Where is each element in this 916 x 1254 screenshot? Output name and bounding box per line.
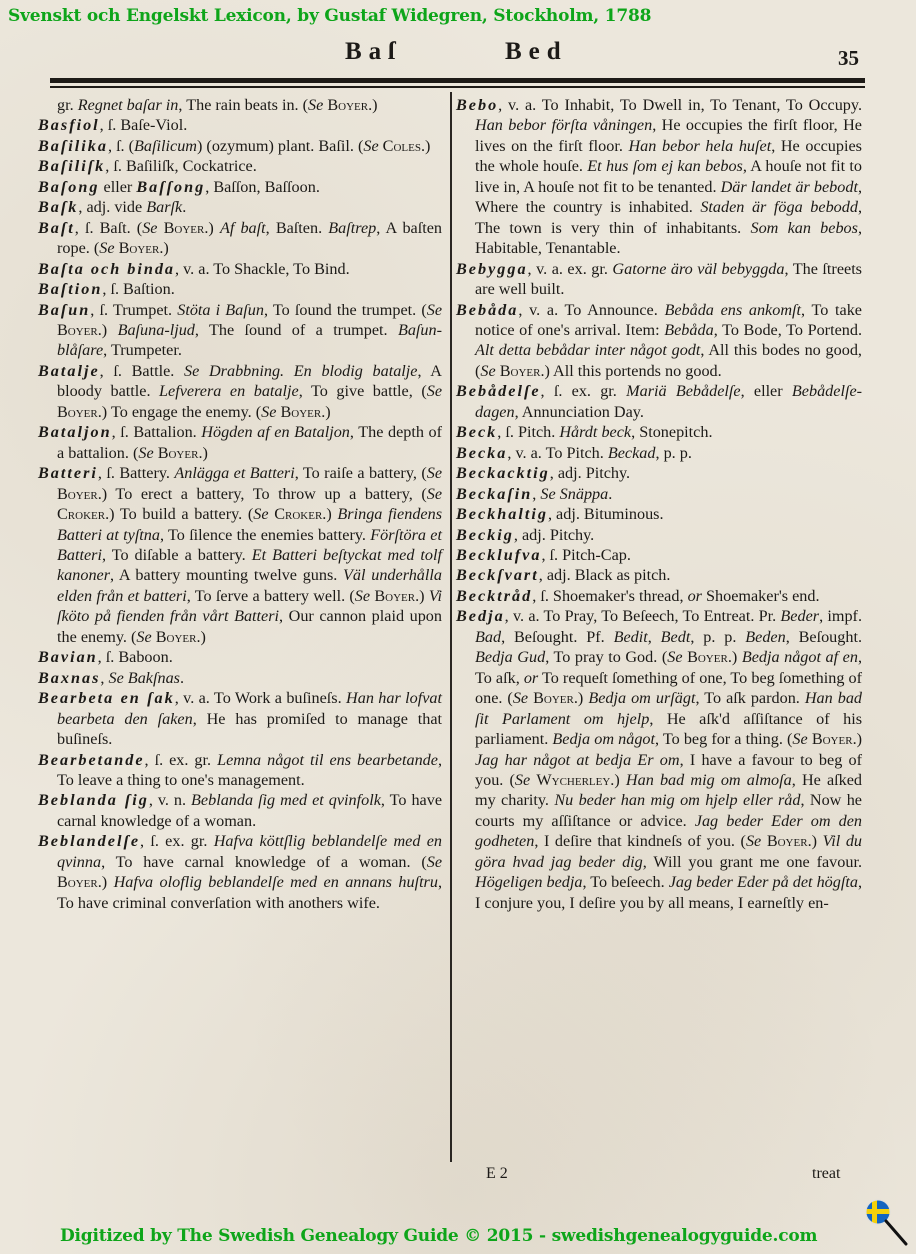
swedish-phrase: Se <box>354 586 371 605</box>
swedish-phrase: Et hus ſom ej kan bebos <box>587 157 743 176</box>
swedish-phrase: Se <box>426 464 443 483</box>
swedish-phrase: Bad <box>475 627 502 646</box>
entry-text: . <box>608 484 613 503</box>
dictionary-entry <box>38 197 442 217</box>
headword: Bebådelſe <box>456 382 541 401</box>
dictionary-entry <box>38 259 442 279</box>
headword: Baſta och binda <box>38 259 176 278</box>
entry-text: , To diſable a battery. <box>101 545 252 564</box>
entry-text: .) <box>196 627 206 646</box>
dictionary-entry <box>38 156 442 176</box>
header-rule-thin <box>50 86 865 88</box>
swedish-phrase: Se <box>426 484 442 503</box>
entry-text: , v. a. To Work a buſineſs. <box>174 689 347 708</box>
swedish-phrase: Barſk <box>146 198 183 217</box>
headword: Bebo <box>456 96 499 114</box>
swedish-phrase: Et Batteri beſtyckat med tolf kanoner <box>57 545 442 585</box>
entry-text: , He aſk'd aſſiſtance of his parliament. <box>475 709 863 749</box>
entry-text: , ſ. Pitch-Cap. <box>541 545 631 564</box>
entry-text: , ſ. Baboon. <box>97 648 173 667</box>
entry-text: .) All this portends no good. <box>540 361 722 380</box>
swedish-phrase: Se <box>426 852 442 871</box>
entry-text: , To beg for a thing. ( <box>655 730 793 749</box>
author-citation: Boyer <box>57 873 98 892</box>
entry-text: , Our cannon plaid upon the enemy. ( <box>57 607 442 646</box>
entry-text: , A bloody battle. <box>57 361 442 401</box>
headword: Beblandelſe <box>38 832 141 851</box>
author-citation: Wycherley <box>536 770 611 789</box>
author-citation: Boyer <box>327 96 369 114</box>
entry-text: , I conjure you, I deſire you by all means, I earneſtly en- <box>475 873 863 912</box>
author-citation: Boyer <box>766 832 808 851</box>
swedish-phrase: Beckad <box>607 443 656 462</box>
swedish-phrase: or <box>687 586 702 605</box>
swedish-phrase: Se <box>745 832 762 851</box>
swedish-phrase: Där landet är bebodt <box>720 177 858 196</box>
entry-text: .) To engage the enemy. ( <box>97 402 262 421</box>
entry-text: , eller <box>740 382 792 401</box>
author-citation: Coles <box>382 136 421 155</box>
entry-text: .) <box>198 443 208 462</box>
entry-text: , v. a. ex. gr. <box>527 259 613 278</box>
swedish-phrase: Vil du göra hvad jag beder dig <box>475 832 863 871</box>
headword: Beckhaltig <box>456 505 548 524</box>
entry-text: , Annunciation Day. <box>514 402 644 421</box>
entry-text: . <box>179 668 185 687</box>
swedish-phrase: Hafva köttſlig beblandelſe med en qvinna <box>57 832 442 871</box>
dictionary-entry-continued <box>38 95 442 115</box>
swedish-phrase: Gatorne äro väl bebyggda <box>612 259 785 278</box>
catchword: treat <box>812 1165 841 1182</box>
entry-text: , Trumpeter. <box>103 341 182 360</box>
entry-text: , He has promiſed to manage that buſineſs. <box>57 709 443 749</box>
entry-text: , ſ. Baſiliſk, Cockatrice. <box>105 157 257 176</box>
entry-text: , adj. Pitchy. <box>549 464 631 483</box>
page-number: 35 <box>838 46 859 70</box>
entry-text: , The ſtreets are well built. <box>475 259 862 299</box>
entry-text: , Where the country is inhabited. <box>475 177 862 217</box>
headword: Baſilika <box>38 136 108 155</box>
dictionary-entry <box>456 381 862 422</box>
entry-text: , To give battle, ( <box>298 382 427 401</box>
entry-text: , v. a. To Pray, To Beſeech, To Entreat. Pr. <box>504 607 781 626</box>
entry-text: , ſ. Baſtion. <box>102 280 175 299</box>
entry-text: , Now he courts my aſſiſtance or advice. <box>475 791 862 830</box>
swedish-phrase: Bedt <box>660 627 691 646</box>
column-divider <box>450 92 452 1162</box>
entry-text: , Stonepitch. <box>631 423 713 442</box>
swedish-phrase: Se <box>138 443 154 462</box>
entry-text: , The depth of a battalion. ( <box>57 423 443 462</box>
swedish-phrase: Han har lofvat bearbeta den ſaken <box>57 689 442 728</box>
entry-text: , I deſire that kindneſs of you. ( <box>534 832 746 851</box>
entry-text: , ſ. Baſt. ( <box>74 218 143 237</box>
swedish-phrase: Bebådelſe-dagen <box>475 382 863 421</box>
dictionary-entry <box>38 136 442 156</box>
entry-text: ) (ozymum) plant. Baſil. ( <box>197 136 364 155</box>
headword: Bearbeta en ſak <box>38 689 175 708</box>
entry-text: , ſ. ex. gr. <box>540 382 627 401</box>
dictionary-entry <box>456 484 862 504</box>
entry-text: , A battery mounting twelve guns. <box>110 566 344 585</box>
entry-text: , adj. Bituminous. <box>547 505 664 524</box>
digitization-footer: Digitized by The Swedish Genealogy Guide © 2015 - swedishgenealogyguide.com <box>60 1226 818 1246</box>
headword: Beckſvart <box>456 566 539 585</box>
entry-text: , ſ. ex. gr. <box>140 832 214 851</box>
entry-text: , To take notice of one's arrival. Item: <box>475 300 862 339</box>
swedish-phrase: Se <box>426 382 443 401</box>
author-citation: Boyer <box>499 361 541 380</box>
entry-text: .) To build a battery. ( <box>105 505 254 524</box>
entry-text: , adj. Pitchy. <box>513 525 595 544</box>
entry-text: , The rain beats in. ( <box>178 96 309 114</box>
entry-text: , v. a. To Inhabit, To Dwell in, To Tenant, To Occupy. <box>498 96 862 114</box>
entry-text: , To have carnal knowledge of a woman. <box>57 791 443 830</box>
swedish-phrase: Alt detta bebådar inter något godt <box>475 341 701 360</box>
dictionary-entry <box>456 463 862 483</box>
dictionary-entry <box>456 443 862 463</box>
swedish-phrase: Se <box>512 689 529 708</box>
swedish-phrase: Han bad ſit Parlament om hjelp <box>475 689 863 728</box>
swedish-phrase: Baſun-blåſare <box>57 320 443 360</box>
swedish-phrase: Baſtrep <box>328 218 377 237</box>
entry-text: , ſ. Battalion. <box>111 423 202 442</box>
dictionary-entry <box>456 300 862 382</box>
swedish-phrase: Staden är föga bebodd <box>700 198 858 217</box>
entry-text: .) <box>321 402 331 421</box>
author-citation: Boyer <box>118 239 160 258</box>
entry-text: , p. p. <box>690 627 746 646</box>
entry-text: , To have carnal knowledge of a woman. ( <box>101 852 427 871</box>
entry-text: , ſ. Battery. <box>97 464 175 483</box>
swedish-phrase: Se <box>363 136 379 155</box>
entry-text: gr. <box>57 96 78 114</box>
headword: Bavian <box>38 648 98 667</box>
swedish-phrase: Bedja Gud <box>475 648 546 667</box>
headword: Beblanda ſig <box>38 791 149 810</box>
entry-text: , Habitable, Tenantable. <box>475 218 862 258</box>
author-citation: Boyer <box>157 443 199 462</box>
author-citation: Croker <box>274 505 323 524</box>
entry-text: , <box>100 668 109 687</box>
entry-text: , Baſſon, Baſſoon. <box>205 177 320 196</box>
swedish-phrase: Nu beder han mig om hjelp eller råd <box>554 791 801 810</box>
swedish-phrase: Bedja om urſägt <box>588 689 696 708</box>
swedish-phrase: Regnet baſar in <box>77 96 179 114</box>
entry-text: .) <box>420 136 431 155</box>
dictionary-entry <box>38 750 442 791</box>
entry-text: .) <box>852 730 862 749</box>
running-head-left: Baſ <box>345 38 403 65</box>
swedish-phrase: Beder <box>780 607 820 626</box>
entry-text: , To ſilence the enemies battery. <box>160 525 371 544</box>
entry-text: , To leave a thing to one's management. <box>57 750 442 789</box>
headword: Baxnas <box>38 668 101 687</box>
entry-text: , v. a. To Announce. <box>518 300 665 319</box>
headword: Baſk <box>38 198 79 217</box>
left-column <box>38 95 442 913</box>
signature-mark: E 2 <box>486 1165 508 1182</box>
dictionary-entry <box>456 586 862 606</box>
swedish-phrase: Beden <box>745 627 786 646</box>
entry-text: , I have a favour to beg of you. ( <box>475 750 862 789</box>
entry-text: , v. a. To Shackle, To Bind. <box>175 259 350 278</box>
headword: Batteri <box>38 464 98 483</box>
magnifier-swedish-flag-icon <box>862 1196 914 1248</box>
entry-text: , To aſk, <box>475 648 863 687</box>
author-citation: Boyer <box>280 402 322 421</box>
dictionary-entry <box>456 95 862 259</box>
running-head-right: Bed <box>505 38 568 65</box>
entry-text: , Will you grant me one favour. <box>642 852 862 871</box>
dictionary-entry <box>38 300 442 361</box>
swedish-phrase: Han bebor hela huſet <box>628 136 772 155</box>
swedish-phrase: Mariä Bebådelſe <box>626 382 741 401</box>
headword: Baſtion <box>38 280 103 299</box>
dictionary-entry <box>456 545 862 565</box>
entry-text: , adj. Black as pitch. <box>538 566 671 585</box>
swedish-phrase: Se <box>426 300 442 319</box>
entry-text: , ſ. ex. gr. <box>144 750 218 769</box>
headword: Baſun <box>38 300 91 319</box>
swedish-phrase: Bringa fiendens Batteri at tyſtna <box>57 505 443 544</box>
dictionary-entry <box>38 422 442 463</box>
entry-text: .) <box>368 96 378 114</box>
swedish-phrase: Som kan bebos <box>750 218 858 237</box>
entry-text: , He occupies the whole houſe. <box>475 136 862 176</box>
entry-text: , ſ. Pitch. <box>497 423 560 442</box>
headword: Beckacktig <box>456 464 550 483</box>
entry-text: , ſ. Battle. <box>99 361 185 380</box>
entry-text: , To raiſe a battery, ( <box>294 464 427 483</box>
dictionary-entry <box>456 504 862 524</box>
swedish-phrase: Se Bakſnas <box>108 668 180 687</box>
header-rule-thick <box>50 78 865 83</box>
entry-text: , p. p. <box>655 443 692 462</box>
entry-text: , To have criminal converſation with anothers wife. <box>57 873 443 912</box>
author-citation: Boyer <box>687 648 728 667</box>
headword: Bearbetande <box>38 750 145 769</box>
entry-text: , v. n. <box>148 791 192 810</box>
entry-text: .) <box>204 218 220 237</box>
headword: Beckaſin <box>456 484 533 503</box>
author-citation: Boyer <box>533 689 574 708</box>
running-head <box>0 38 916 72</box>
entry-text: , To pray to God. ( <box>545 648 668 667</box>
headword: Basfiol <box>38 116 100 135</box>
headword: Batalje <box>38 361 100 380</box>
entry-text: , ſ. Trumpet. <box>90 300 178 319</box>
entry-text: , A baſten rope. ( <box>57 218 442 258</box>
swedish-phrase: Högden af en Bataljon <box>201 423 350 442</box>
author-citation: Boyer <box>57 320 98 339</box>
swedish-phrase: Lemna något til ens bearbetande <box>217 750 438 769</box>
entry-text: , He occupies the firſt floor, He lives on the firſt floor. <box>475 116 862 155</box>
entry-text: , ſ. Baſe-Viol. <box>99 116 188 135</box>
swedish-phrase: Se Drabbning. En blodig batalje <box>184 361 418 380</box>
dictionary-entry <box>38 177 442 197</box>
swedish-phrase: Stöta i Baſun <box>177 300 264 319</box>
swedish-phrase: Högeligen bedja <box>475 873 583 892</box>
entry-text: , v. a. To Pitch. <box>507 443 608 462</box>
swedish-phrase: Väl underhålla elden från et batteri <box>57 566 442 605</box>
entry-text: .) <box>415 586 429 605</box>
swedish-phrase: Han bad mig om almoſa <box>625 770 792 789</box>
entry-text: To requeſt ſomething of one, To beg ſomething of one. ( <box>475 668 862 708</box>
swedish-phrase: Vi ſköto på fienden från vårt Batteri <box>57 586 443 626</box>
headword: Becka <box>456 443 508 462</box>
headword: Bebygga <box>456 259 528 278</box>
dictionary-entry <box>38 790 442 831</box>
dictionary-entry <box>38 361 442 422</box>
swedish-phrase: Se Snäppa <box>540 484 609 503</box>
headword: Baſong <box>38 177 100 196</box>
entry-text: , ſ. ( <box>107 136 135 155</box>
dictionary-entry <box>456 422 862 442</box>
entry-text: . <box>182 198 187 217</box>
entry-text: , Baſten. <box>265 218 329 237</box>
swedish-phrase: Bedja om något <box>552 730 656 749</box>
swedish-phrase: Se <box>308 96 324 114</box>
swedish-phrase: Jag beder Eder om den godheten <box>475 811 862 851</box>
headword: Bedja <box>456 607 505 626</box>
swedish-phrase: Bebåda <box>664 320 714 339</box>
entry-text: , To beſeech. <box>582 873 669 892</box>
headword: Beckig <box>456 525 514 544</box>
entry-text: .) <box>97 320 118 339</box>
entry-text: , The town is very thin of inhabitants. <box>475 198 862 237</box>
entry-text: Shoemaker's end. <box>701 586 820 605</box>
dictionary-entry <box>38 115 442 135</box>
entry-text: , To aſk pardon. <box>695 689 805 708</box>
entry-text: .) <box>727 648 742 667</box>
author-citation: Boyer <box>374 586 416 605</box>
entry-text: , adj. vide <box>78 198 147 217</box>
entry-text: , To Bode, To Portend. <box>713 320 862 339</box>
swedish-phrase: Se <box>253 505 269 524</box>
swedish-phrase: Bebåda ens ankomſt <box>664 300 802 319</box>
entry-text: , ſ. Shoemaker's thread, <box>532 586 688 605</box>
swedish-phrase: Bedja något af en <box>741 648 858 667</box>
dictionary-entry <box>38 463 442 647</box>
author-citation: Boyer <box>163 218 205 237</box>
dictionary-entry <box>456 259 862 300</box>
swedish-phrase: Baſilicum <box>134 136 197 155</box>
swedish-phrase: Hårdt beck <box>559 423 632 442</box>
author-citation: Croker <box>57 505 106 524</box>
swedish-phrase: Bedit <box>613 627 648 646</box>
entry-text: .) <box>322 505 338 524</box>
headword: Baſiliſk <box>38 157 106 176</box>
headword: Bataljon <box>38 423 112 442</box>
author-citation: Boyer <box>57 484 98 503</box>
swedish-phrase: Se <box>480 361 496 380</box>
entry-text: , Beſought. <box>785 627 863 646</box>
swedish-phrase: Se <box>142 218 158 237</box>
headword: Becklufva <box>456 545 542 564</box>
headword: Beck <box>456 423 498 442</box>
swedish-phrase: Anlägga et Batteri <box>174 464 295 483</box>
entry-text: , A houſe not fit to live in, A houſe not fit to be tenanted. <box>475 157 862 196</box>
right-column <box>456 95 862 913</box>
entry-text: , He aſked my charity. <box>475 770 863 810</box>
swedish-phrase: Se <box>261 402 277 421</box>
entry-text: , <box>532 484 541 503</box>
dictionary-entry <box>38 647 442 667</box>
dictionary-entry <box>38 831 442 913</box>
headword: Becktråd <box>456 586 533 605</box>
entry-text: , To ſound the trumpet. ( <box>263 300 427 319</box>
swedish-phrase: Jag har något at bedja Er om <box>475 750 680 769</box>
swedish-phrase: or <box>523 668 539 687</box>
dictionary-entry <box>38 279 442 299</box>
entry-text: .) <box>97 873 114 892</box>
entry-text: .) <box>573 689 589 708</box>
swedish-phrase: Se <box>514 770 531 789</box>
entry-text: .) <box>159 239 169 258</box>
swedish-phrase: Se <box>136 627 152 646</box>
entry-text: eller <box>99 177 137 196</box>
dictionary-entry <box>38 668 442 688</box>
swedish-phrase: Baſuna-ljud <box>117 320 195 339</box>
entry-text: .) <box>807 832 823 851</box>
swedish-phrase: Han bebor förſta våningen <box>475 116 653 135</box>
swedish-phrase: Lefverera en batalje <box>159 382 299 401</box>
entry-text: , <box>647 627 661 646</box>
entry-text: .) To erect a battery, To throw up a battery, ( <box>97 484 427 503</box>
swedish-phrase: Se <box>792 730 808 749</box>
author-citation: Boyer <box>155 627 197 646</box>
dictionary-entry <box>456 606 862 913</box>
entry-text: , All this bodes no good, ( <box>475 341 862 380</box>
swedish-phrase: Af baſt <box>219 218 266 237</box>
swedish-phrase: Beblanda ſig med et qvinfolk <box>191 791 381 810</box>
entry-text: , The ſound of a trumpet. <box>194 320 398 339</box>
dictionary-entry <box>456 565 862 585</box>
dictionary-entry <box>38 688 442 749</box>
swedish-phrase: Förſtöra et Batteri <box>57 525 442 564</box>
headword: Baſſong <box>136 177 206 196</box>
swedish-phrase: Se <box>99 239 115 258</box>
swedish-phrase: Hafva oloflig beblandelſe med en annans huſtru <box>113 873 438 892</box>
entry-text: , To ſerve a battery well. ( <box>186 586 355 605</box>
headword: Baſt <box>38 218 75 237</box>
entry-text: , Beſought. Pf. <box>501 627 614 646</box>
headword: Bebåda <box>456 300 519 319</box>
dictionary-entry <box>456 525 862 545</box>
author-citation: Boyer <box>811 730 853 749</box>
swedish-phrase: Se <box>667 648 683 667</box>
dictionary-entry <box>38 218 442 259</box>
author-citation: Boyer <box>57 402 98 421</box>
entry-text: .) <box>610 770 626 789</box>
digitization-banner: Svenskt och Engelskt Lexicon, by Gustaf Widegren, Stockholm, 1788 <box>8 6 652 26</box>
swedish-phrase: Jag beder Eder på det högſta <box>668 873 858 892</box>
entry-text: , impf. <box>819 607 862 626</box>
